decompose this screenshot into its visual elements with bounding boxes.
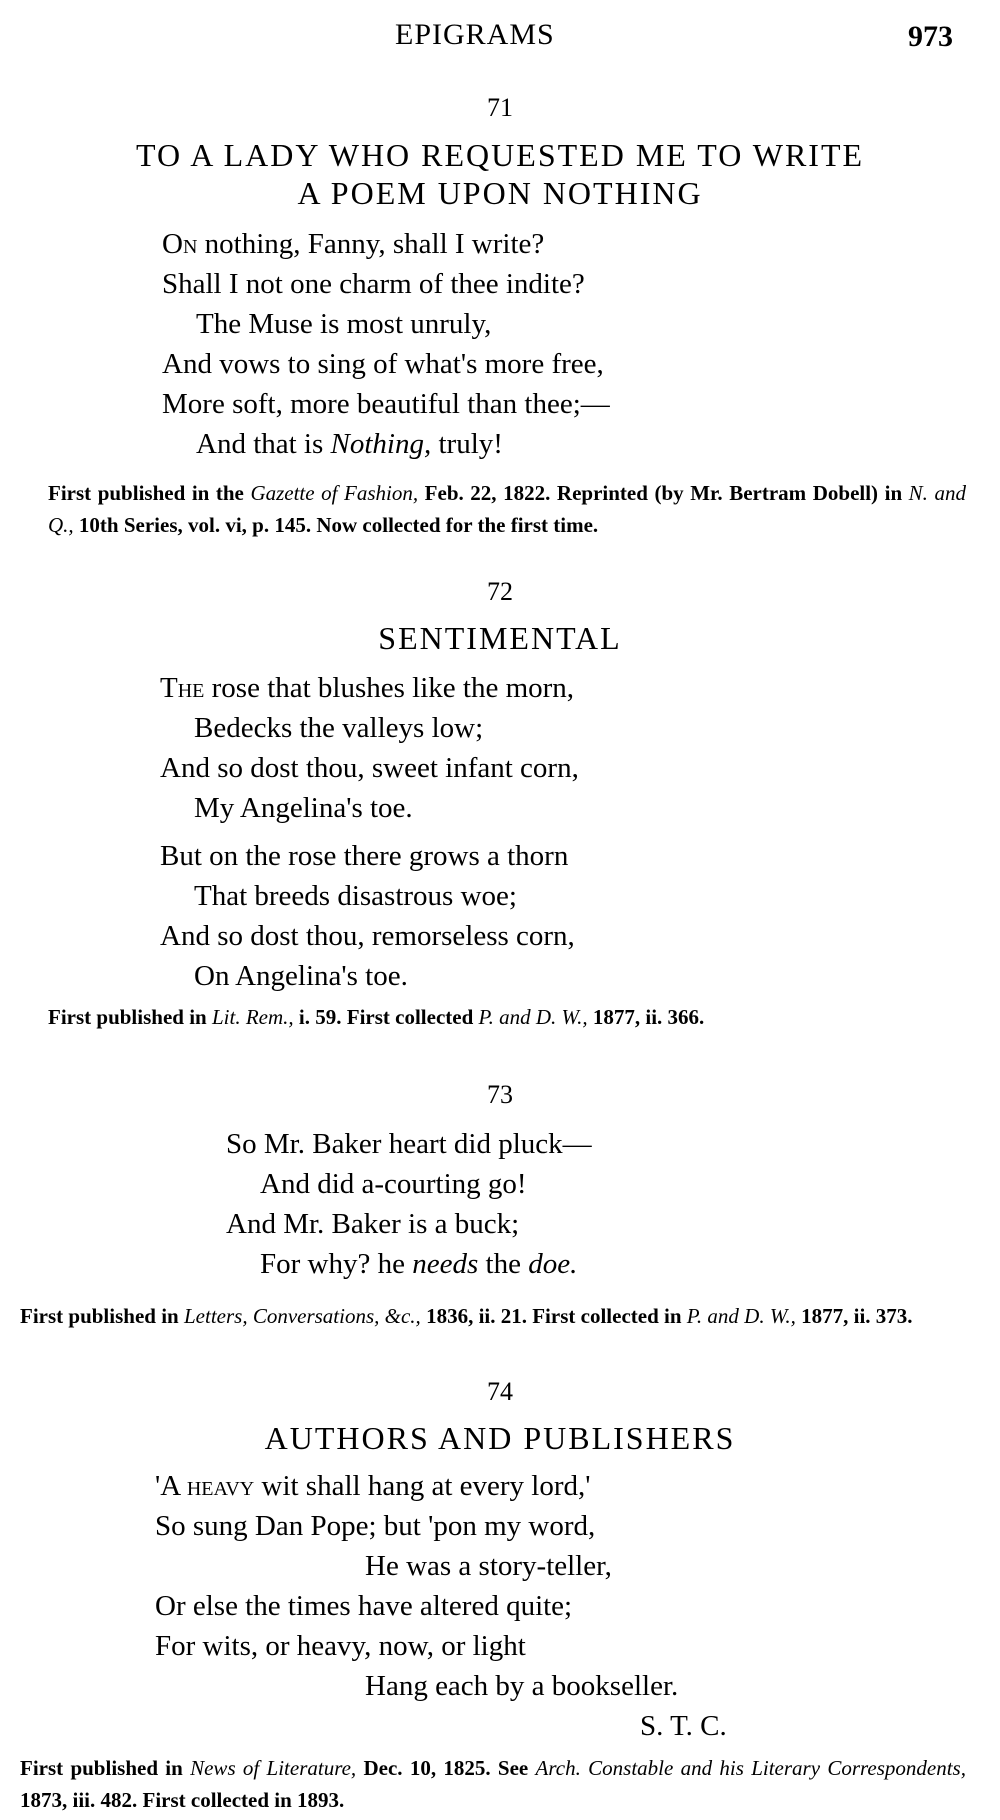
verse-line-text: the <box>478 1248 529 1280</box>
verse-line-text: nothing, Fanny, shall I write? <box>197 228 545 260</box>
note-text: i. 59. First collected <box>293 1005 479 1029</box>
note-text: First published in the <box>48 481 251 505</box>
verse-line: Shall I not one charm of thee indite? <box>162 268 585 300</box>
publication-note <box>48 1001 966 1033</box>
verse-line: Bedecks the valleys low; <box>194 712 484 744</box>
note-text: 10th Series, vol. vi, p. 145. Now collected for the first time. <box>73 513 599 537</box>
emphasis: needs <box>412 1248 479 1280</box>
verse-line: That breeds disastrous woe; <box>194 880 517 912</box>
verse-line <box>162 424 610 464</box>
poem-title: SENTIMENTAL <box>378 620 622 656</box>
note-text: 1873, iii. 482. First collected in 1893. <box>20 1788 345 1812</box>
verse-line: For wits, or heavy, now, or light <box>155 1630 526 1662</box>
verse-line <box>160 668 579 708</box>
note-title: News of Literature, <box>190 1756 357 1780</box>
emphasis: doe. <box>528 1248 578 1280</box>
verse-line: The Muse is most unruly, <box>196 308 492 340</box>
verse-line-text: For why? he <box>260 1248 413 1280</box>
note-text: 1877, ii. 366. <box>587 1005 705 1029</box>
note-text: 1877, ii. 373. <box>795 1304 913 1328</box>
initial-word: The <box>160 672 205 704</box>
publication-note <box>20 1752 966 1816</box>
note-title: Lit. Rem., <box>211 1005 294 1029</box>
poem-number: 72 <box>487 577 513 606</box>
note-title: P. and D. W., <box>686 1304 796 1328</box>
verse-line <box>226 1244 592 1284</box>
poem-verse <box>162 224 610 464</box>
verse-line-text: And that is <box>196 428 331 460</box>
verse-line: And did a-courting go! <box>260 1168 527 1200</box>
note-title: N. and Q., <box>48 481 966 537</box>
poem-title: TO A LADY WHO REQUESTED ME TO WRITE <box>135 137 865 173</box>
verse-line: More soft, more beautiful than thee;— <box>162 388 610 420</box>
note-text: Dec. 10, 1825. See <box>356 1756 536 1780</box>
verse-line <box>162 224 610 264</box>
note-text: First published in <box>20 1756 191 1780</box>
verse-line-text: 'A <box>155 1470 187 1502</box>
note-title: P. and D. W., <box>478 1005 588 1029</box>
publication-note <box>48 477 966 541</box>
poem-verse <box>160 668 579 996</box>
verse-line: But on the rose there grows a thorn <box>160 840 569 872</box>
verse-line: And so dost thou, sweet infant corn, <box>160 752 579 784</box>
verse-line-text: rose that blushes like the morn, <box>204 672 575 704</box>
poem-title: AUTHORS AND PUBLISHERS <box>264 1420 736 1456</box>
poem-number: 74 <box>487 1377 513 1406</box>
publication-note <box>20 1300 966 1332</box>
verse-line-text: truly! <box>431 428 503 460</box>
note-title: Gazette of Fashion, <box>250 481 419 505</box>
verse-line: My Angelina's toe. <box>194 792 413 824</box>
note-text: 1836, ii. 21. First collected in <box>420 1304 687 1328</box>
verse-line: And so dost thou, remorseless corn, <box>160 920 575 952</box>
running-title: EPIGRAMS <box>395 18 555 51</box>
verse-line: Hang each by a bookseller. <box>365 1670 679 1702</box>
poem-number: 71 <box>487 93 513 122</box>
initial-word: On <box>162 228 198 260</box>
emphasis: Nothing, <box>330 428 432 460</box>
poem-number: 73 <box>487 1080 513 1109</box>
verse-line: So Mr. Baker heart did pluck— <box>226 1128 592 1160</box>
verse-line: And Mr. Baker is a buck; <box>226 1208 520 1240</box>
note-title: Letters, Conversations, &c., <box>183 1304 421 1328</box>
initial-word: heavy <box>186 1470 255 1502</box>
note-text: First published in <box>48 1005 212 1029</box>
verse-line: So sung Dan Pope; but 'pon my word, <box>155 1510 596 1542</box>
note-text: First published in <box>20 1304 184 1328</box>
verse-line <box>155 1466 678 1506</box>
page-number: 973 <box>908 20 953 53</box>
note-title: Arch. Constable and his Literary Correspondents, <box>535 1756 966 1780</box>
signature: S. T. C. <box>640 1710 727 1742</box>
poem-verse <box>226 1124 592 1284</box>
verse-line: On Angelina's toe. <box>194 960 408 992</box>
poem-title: A POEM UPON NOTHING <box>297 175 703 211</box>
poem-verse <box>155 1466 678 1706</box>
note-text: Feb. 22, 1822. Reprinted (by Mr. Bertram Dobell) in <box>418 481 909 505</box>
verse-line-text: wit shall hang at every lord,' <box>254 1470 591 1502</box>
verse-line: He was a story-teller, <box>365 1550 612 1582</box>
verse-line: And vows to sing of what's more free, <box>162 348 604 380</box>
verse-line: Or else the times have altered quite; <box>155 1590 573 1622</box>
